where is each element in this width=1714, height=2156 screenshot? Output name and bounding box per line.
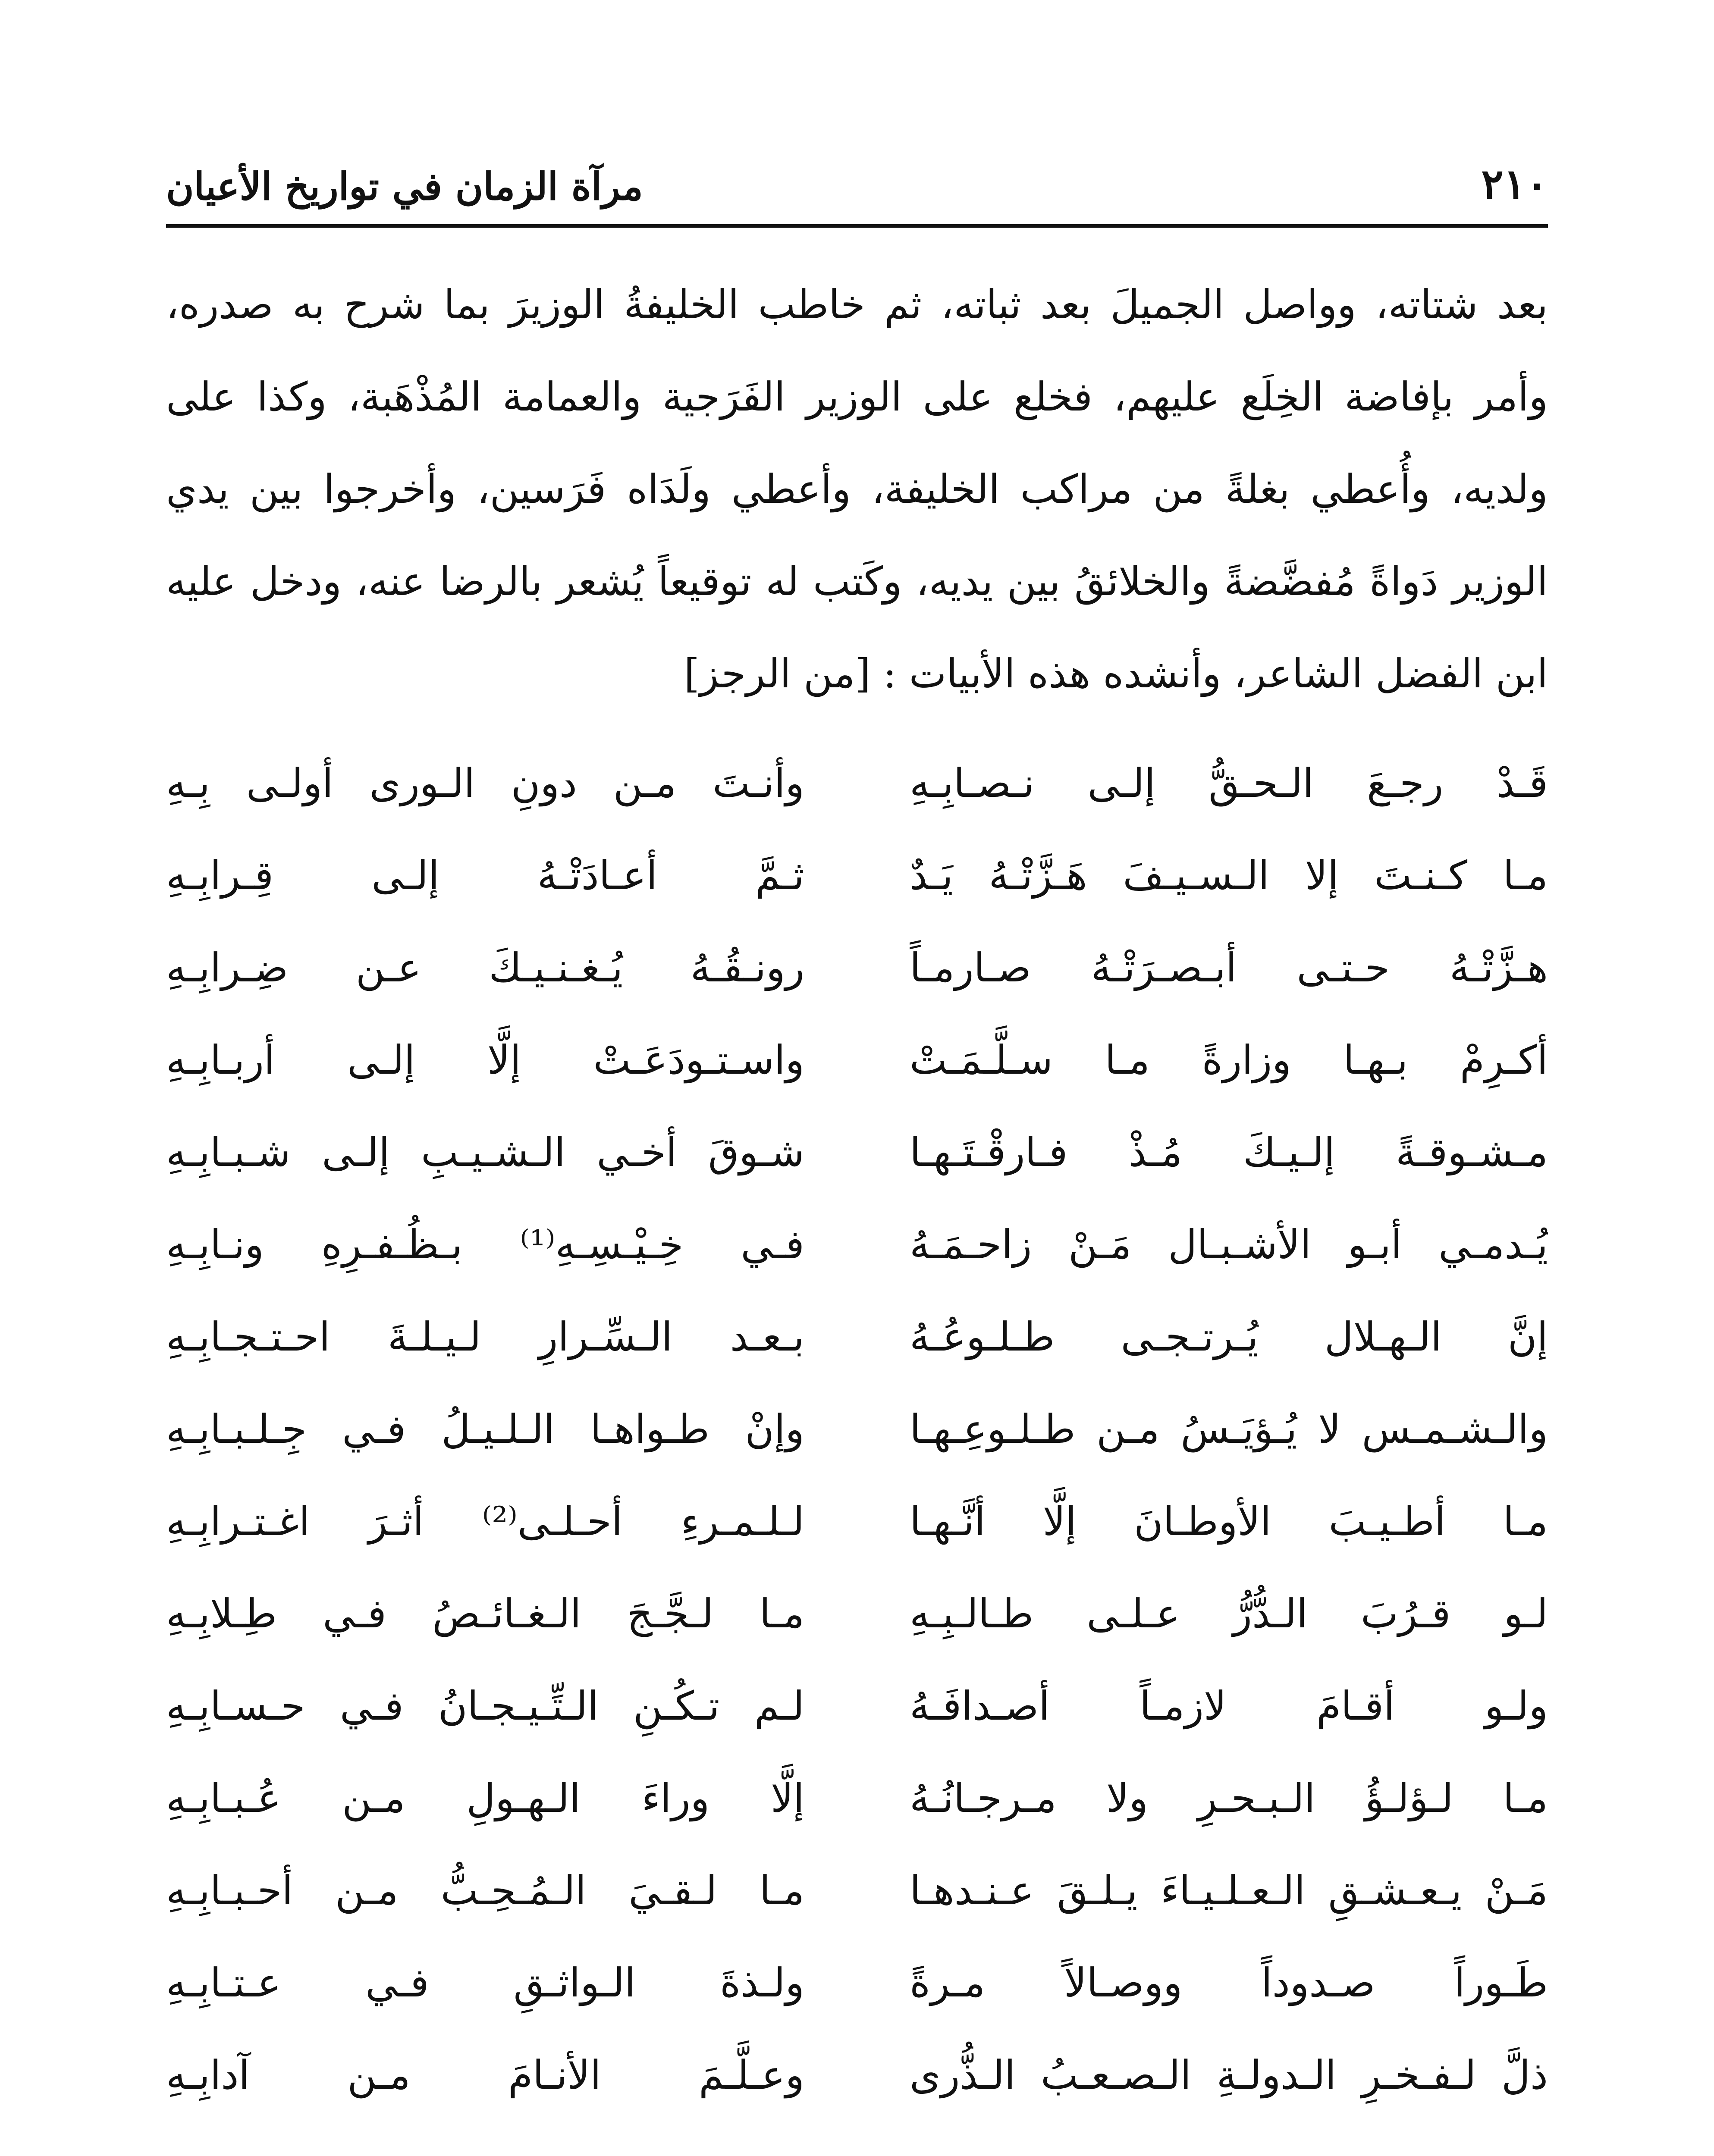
- poem: [166, 737, 1548, 2122]
- verse-second-hemistich: لـلـمـرءِ أحـلـى⁽²⁾ أثـرَ اغـتـرابِـهِ: [166, 1498, 804, 1545]
- page-header: [166, 160, 1548, 228]
- verse-second-hemistich: مـا لـجَّـجَ الـغـائـصُ فـي طِـلابِـهِ: [166, 1591, 804, 1637]
- verse-second-hemistich: فـي خِـيْـسِـهِ⁽¹⁾ بـظُـفـرِهِ ونـابِـهِ: [166, 1222, 804, 1268]
- verse-first-hemistich: هـزَّتْـهُ حـتـى أبـصـرَتْـهُ صـارمـاً: [910, 945, 1548, 991]
- poem-verse: [166, 1752, 1548, 1845]
- intro-paragraph: بعد شتاته، وواصل الجميلَ بعد ثباته، ثم خاطب الخليفةُ الوزيرَ بما شرح به صدره، وأمر بإفاضة الخِلَع عليهم، فخلع على الوزير الفَرَجية والعمامة المُذْهَبة، وكذا على ولديه، وأُعطي بغلةً من مراكب الخليفة، وأعطي ولَدَاه فَرَسين، وأخرجوا بين يدي الوزير دَواةً مُفضَّضةً والخلائقُ بين يديه، وكَتب له توقيعاً يُشعر بالرضا عنه، ودخل عليه ابن الفضل الشاعر، وأنشده هذه الأبيات : [من الرجز]: [166, 282, 1548, 697]
- verse-first-hemistich: والـشـمـس لا يُـؤيَـسُ مـن طـلـوعِـهـا: [910, 1406, 1548, 1452]
- poem-verse: [166, 1106, 1548, 1199]
- verse-second-hemistich: رونـقُـهُ يُـغـنـيـكَ عـن ضِـرابِـهِ: [166, 945, 804, 991]
- verse-second-hemistich: وإنْ طـواهـا الـلـيـلُ فـي جِـلـبـابِـهِ: [166, 1406, 804, 1452]
- poem-verse: [166, 1845, 1548, 1937]
- poem-verse: [166, 922, 1548, 1014]
- verse-second-hemistich: ثـمَّ أعـادَتْـهُ إلـى قِـرابِـهِ: [166, 852, 804, 899]
- poem-verse: [166, 737, 1548, 830]
- poem-verse: [166, 1476, 1548, 1568]
- verse-first-hemistich: مـا لـؤلـؤُ الـبـحـرِ ولا مـرجـانُـهُ: [910, 1775, 1548, 1821]
- verse-first-hemistich: طَـوراً صـدوداً ووصـالاً مـرةً: [910, 1960, 1548, 2006]
- poem-verse: [166, 1383, 1548, 1476]
- running-title: مرآة الزمان في تواريخ الأعيان: [166, 164, 643, 209]
- verse-first-hemistich: مـشـوقـةً إلـيـكَ مُـذْ فـارقْـتَـهـا: [910, 1129, 1548, 1175]
- verse-second-hemistich: إلَّا وراءَ الـهـولِ مـن عُـبـابِـهِ: [166, 1775, 804, 1821]
- verse-second-hemistich: وعـلَّـمَ الأنـامَ مـن آدابِـهِ: [166, 2052, 804, 2098]
- verse-second-hemistich: مـا لـقـيَ الـمُـحِـبُّ مـن أحـبـابِـهِ: [166, 1868, 804, 1914]
- verse-first-hemistich: يُـدمـي أبـو الأشـبـال مَـنْ زاحـمَـهُ: [910, 1222, 1548, 1268]
- poem-verse: [166, 1291, 1548, 1383]
- verse-first-hemistich: لـو قـرُبَ الـدُّرُّ عـلـى طـالـبِـهِ: [910, 1591, 1548, 1637]
- verse-first-hemistich: إنَّ الـهـلال يُـرتـجـى طـلـوعُـهُ: [910, 1314, 1548, 1360]
- verse-first-hemistich: مـا أطـيـبَ الأوطـانَ إلَّا أنَّـهـا: [910, 1498, 1548, 1545]
- verse-second-hemistich: بـعـد الـسِّـرارِ لـيـلـةَ احـتـجـابِـهِ: [166, 1314, 804, 1360]
- poem-verse: [166, 830, 1548, 922]
- poem-verse: [166, 2029, 1548, 2122]
- verse-first-hemistich: مَـنْ يـعـشـقِ الـعـلـيـاءَ يـلـقَ عـنـدهـا: [910, 1868, 1548, 1914]
- verse-second-hemistich: شـوقَ أخـي الـشـيـبِ إلـى شـبـابِـهِ: [166, 1129, 804, 1175]
- verse-first-hemistich: ولـو أقـامَ لازمـاً أصـدافَـهُ: [910, 1683, 1548, 1729]
- verse-first-hemistich: أكـرِمْ بـهـا وزارةً مـا سـلَّـمَـتْ: [910, 1037, 1548, 1083]
- verse-second-hemistich: واسـتـودَعَـتْ إلَّا إلـى أربـابِـهِ: [166, 1037, 804, 1083]
- page-number: ٢١٠: [1481, 160, 1548, 208]
- poem-verse: [166, 1937, 1548, 2029]
- poem-verse: [166, 1014, 1548, 1106]
- verse-first-hemistich: ذلَّ لـفـخـرِ الـدولـةِ الـصـعـبُ الـذُّرى: [910, 2052, 1548, 2098]
- verse-first-hemistich: قَـدْ رجـعَ الـحـقُّ إلـى نـصـابِـهِ: [910, 760, 1548, 806]
- verse-second-hemistich: وأنـتَ مـن دونِ الـورى أولـى بِـهِ: [166, 760, 804, 806]
- verse-second-hemistich: ولـذةَ الـواثـقِ فـي عـتـابِـهِ: [166, 1960, 804, 2006]
- verse-second-hemistich: لـم تـكُـنِ الـتِّـيـجـانُ فـي حـسـابِـهِ: [166, 1683, 804, 1729]
- poem-verse: [166, 1660, 1548, 1752]
- verse-first-hemistich: مـا كـنـتَ إلا الـسـيـفَ هَـزَّتْـهُ يَـدٌ: [910, 852, 1548, 899]
- poem-verse: [166, 1568, 1548, 1660]
- poem-verse: [166, 1199, 1548, 1291]
